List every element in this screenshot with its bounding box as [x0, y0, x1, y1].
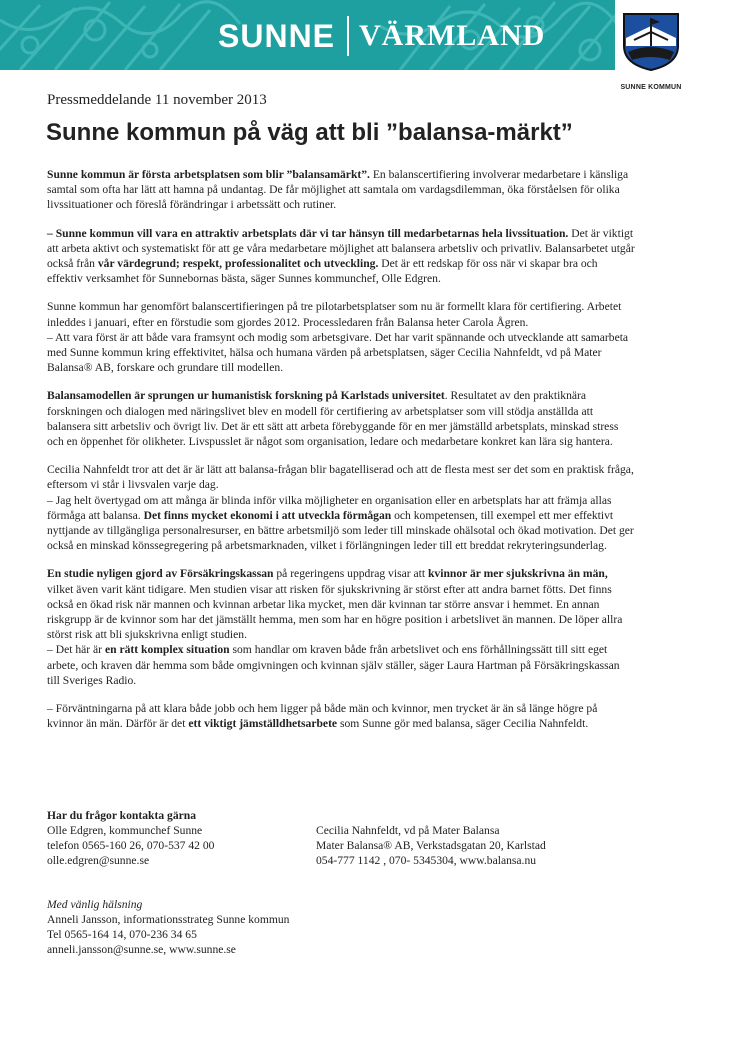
p6-text-5: som handlar om kraven både från arbetslivet och ens förhållningssätt till sitt eget arbete, och kraven där hemma som både omgivningen och kvinnan själv ställer, säger Laura Hartman på Försäkringskassan till Sveriges Radio.: [47, 643, 620, 687]
p6-text-1: på regeringens uppdrag visar att: [273, 567, 428, 581]
signoff-email-web[interactable]: anneli.jansson@sunne.se, www.sunne.se: [47, 943, 236, 956]
page-title: Sunne kommun på väg att bli ”balansa-märkt”: [46, 119, 573, 146]
p6-bold-1: En studie nyligen gjord av Försäkringskassan: [47, 567, 274, 581]
contact-left-phone: telefon 0565-160 26, 070-537 42 00: [47, 839, 215, 852]
p5-text-1: Cecilia Nahnfeldt tror att det är är lätt att balansa-frågan blir bagatelliserad och att de flesta mest ser det som en praktisk fråga, eftersom vi står i livsvalen varje dag.: [47, 463, 634, 492]
contact-heading: Har du frågor kontakta gärna: [47, 809, 197, 822]
brand-sunne: SUNNE: [218, 17, 336, 54]
contact-left-email[interactable]: olle.edgren@sunne.se: [47, 854, 150, 867]
contact-left: [47, 823, 316, 868]
contact-section: [47, 808, 667, 868]
p2-bold-1: – Sunne kommun vill vara en attraktiv arbetsplats där vi tar hänsyn till medarbetarnas hela livssituation.: [47, 226, 569, 240]
signoff-phone: Tel 0565-164 14, 070-236 34 65: [47, 928, 197, 941]
p1-text: En balanscertifiering involverar medarbetare i känsliga samtal som ofta har lätt att hamna på undantag. De får möjlighet att samtala om vardagsdilemman, öka förståelsen för olika livssituationer och föreslå förändringar i arbetssätt och rutiner.: [47, 168, 629, 212]
press-release-date: Pressmeddelande 11 november 2013: [47, 92, 267, 108]
brand-divider: [347, 16, 349, 56]
signoff: [47, 897, 289, 957]
contact-right-name: Cecilia Nahnfeldt, vd på Mater Balansa: [316, 824, 500, 837]
brand-logo: [218, 14, 545, 58]
paragraph-5: [47, 462, 635, 553]
crest-caption: SUNNE KOMMUN: [620, 84, 682, 91]
p3-text-1: Sunne kommun har genomfört balanscertifieringen på tre pilotarbetsplatser som nu är formellt klara för certifiering. Arbetet inleddes i januari, efter en förstudie som gjordes 2012. Processledaren från Balansa heter Carola Ågren.: [47, 300, 622, 329]
p6-text-4: – Det här är: [47, 643, 105, 657]
article-body: [47, 167, 635, 745]
p4-bold: Balansamodellen är sprungen ur humanistisk forskning på Karlstads universitet: [47, 389, 445, 403]
brand-varmland: VÄRMLAND: [359, 19, 546, 52]
p6-text-2: vilket även varit känt tidigare. Men studien visar att risken för sjukskrivning är störst efter att andra barnet fötts.: [47, 582, 566, 596]
p2-bold-2: vår värdegrund; respekt, professionalitet och utveckling.: [97, 257, 379, 271]
p7-bold: ett viktigt jämställdhetsarbete: [188, 717, 338, 731]
p4-text: . Resultatet av den praktiknära forskningen och dialogen med näringslivet blev en modell för certifiering av arbetsplatser som vill stödja anställda att balansera sitt arbetsliv och övrigt liv. Det är ett sätt att arbeta förebyggande för en mer jämställd arbetsplats, minskad stress och en öppenhet för olikheter. Livspusslet är något som organisation, ledare och medarbetare konkret kan lära sig hantera.: [47, 389, 619, 449]
paragraph-2: [47, 226, 635, 287]
signoff-greeting: Med vänlig hälsning: [47, 898, 143, 911]
p2-text-2: Det är ett redskap för oss när vi skapar bra och effektiv verksamhet för Sunnebornas bästa, säger Sunnes kommunchef, Olle Edgren.: [47, 257, 598, 286]
paragraph-7: [47, 701, 635, 731]
p3-text-2: – Att vara först är att både vara framsynt och modig som arbetsgivare. Det har varit spännande och utvecklande att samarbeta med Sunne kommun kring effektivitet, hälsa och humana värden på arbetsplatsen, säger Cecilia Nahnfeldt, vd på Mater Balansa® AB, forskare och grundare till modellen.: [47, 330, 629, 375]
p1-bold: Sunne kommun är första arbetsplatsen som blir ”balansamärkt”.: [47, 168, 370, 181]
p7-text-2: som Sunne gör med balansa, säger Cecilia Nahnfeldt.: [337, 717, 589, 731]
paragraph-1: [47, 167, 635, 213]
p5-text-2: – Jag helt övertygad om att många är blinda inför vilka möjligheter en organisation eller en arbetsplats har att främja allas förmåga att balansa.: [47, 493, 612, 522]
p6-bold-2: kvinnor är mer sjukskrivna än män,: [427, 567, 608, 581]
p6-text-3: Det finns också en ökad risk när mannen och kvinnan arbetar lika mycket, men där kvinnan tar större ansvar i hemmet. En annan riskgrupp är de kvinnor som har det jämställt hemma, men som har en högre position i arbetslivet än mannen. De löper allra störst risk att bli sjukskrivna enligt studien.: [47, 582, 623, 642]
paragraph-4: [47, 388, 635, 449]
contact-left-name: Olle Edgren, kommunchef Sunne: [47, 824, 203, 837]
contact-right-phone-web[interactable]: 054-777 1142 , 070- 5345304, www.balansa.nu: [316, 854, 537, 867]
p2-text-1: Det är viktigt att arbeta aktivt och systematiskt för att ge våra medarbetare möjlighet att balansera arbetsliv och privatliv. Balansarbetet utgår också från: [47, 226, 635, 271]
signoff-name: Anneli Jansson, informationsstrateg Sunne kommun: [47, 913, 290, 926]
p5-bold: Det finns mycket ekonomi i att utveckla förmågan: [143, 508, 392, 522]
contact-right: [316, 823, 546, 868]
p5-text-3: och kompetensen, till exempel ett mer effektivt nyttjande av tillgängliga personalresurser, en bättre arbetsmiljö som leder till minskade ohälsotal och ökad motivation. Det ger också en minskad könssegregering på arbetsmarknaden, vilket i förlängningen leder till ett breddat rekryteringsunderlag.: [47, 508, 634, 553]
contact-right-address: Mater Balansa® AB, Verkstadsgatan 20, Karlstad: [316, 839, 546, 852]
coat-of-arms-icon: [620, 12, 682, 72]
paragraph-6: [47, 566, 635, 688]
p6-bold-3: en rätt komplex situation: [104, 643, 230, 657]
p7-text-1: – Förväntningarna på att klara både jobb och hem ligger på både män och kvinnor, men trycket är än så länge högre på kvinnor än män. Därför är det: [47, 702, 598, 731]
paragraph-3: [47, 299, 635, 375]
header-banner: [0, 0, 615, 70]
